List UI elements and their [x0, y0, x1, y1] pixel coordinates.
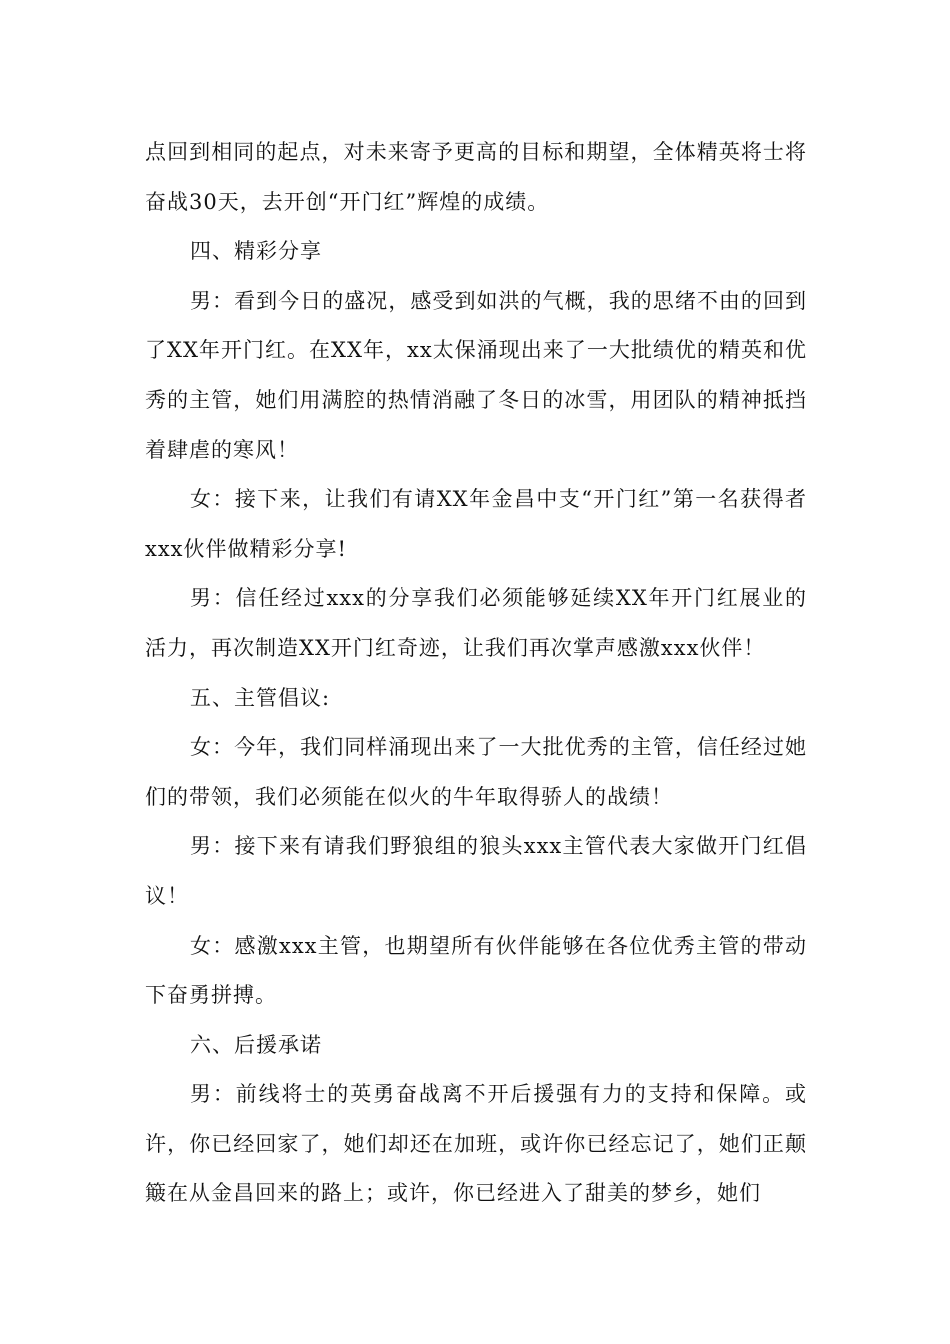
paragraph: 女：感激xxx主管，也期望所有伙伴能够在各位优秀主管的带动下奋勇拼搏。 [145, 933, 807, 1008]
document-body [145, 128, 807, 1219]
paragraph: 女：今年，我们同样涌现出来了一大批优秀的主管，信任经过她们的带领，我们必须能在似火的牛年取得骄人的战绩！ [145, 735, 807, 809]
paragraph: 男：信任经过xxx的分享我们必须能够延续XX年开门红展业的活力，再次制造XX开门红奇迹，让我们再次掌声感激xxx伙伴！ [145, 586, 807, 660]
section-heading-support: 六、后援承诺 [190, 1032, 322, 1057]
paragraph: 男：前线将士的英勇奋战离不开后援强有力的支持和保障。或许，你已经回家了，她们却还在加班，或许你已经忘记了，她们正颠簸在从金昌回来的路上；或许，你已经进入了甜美的梦乡，她们 [145, 1082, 807, 1206]
paragraph: 男：接下来有请我们野狼组的狼头xxx主管代表大家做开门红倡议！ [145, 834, 807, 908]
section-heading-sharing: 四、精彩分享 [190, 239, 322, 264]
section-heading-proposal: 五、主管倡议: [190, 685, 331, 710]
paragraph: 男：看到今日的盛况，感受到如洪的气概，我的思绪不由的回到了XX年开门红。在XX年，xx太保涌现出来了一大批绩优的精英和优秀的主管，她们用满腔的热情消融了冬日的冰雪，用团队的精神抵挡着肆虐的寒风！ [145, 288, 807, 462]
paragraph: 女：接下来，让我们有请XX年金昌中支“开门红”第一名获得者xxx伙伴做精彩分享! [145, 487, 807, 561]
paragraph-continued: 点回到相同的起点，对未来寄予更高的目标和期望，全体精英将士将奋战30天，去开创“开门红”辉煌的成绩。 [145, 140, 807, 214]
